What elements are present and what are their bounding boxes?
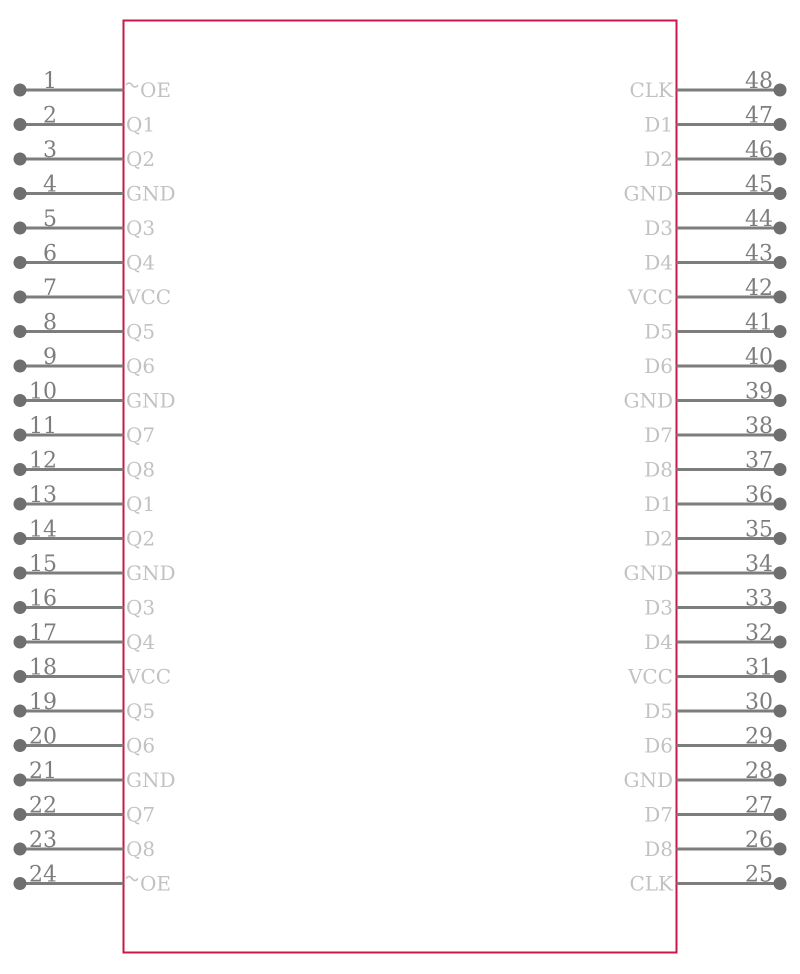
pin-24[interactable] — [14, 863, 172, 896]
pin-4[interactable] — [14, 173, 176, 206]
pin-terminal[interactable] — [774, 808, 787, 821]
pin-name: D7 — [644, 423, 673, 447]
pin-name: Q6 — [126, 733, 156, 758]
pin-name: CLK — [629, 871, 673, 896]
pin-name: Q4 — [126, 630, 156, 654]
pin-terminal[interactable] — [14, 325, 27, 338]
pin-number: 32 — [745, 621, 773, 646]
pin-number: 8 — [43, 310, 57, 336]
pin-terminal[interactable] — [14, 153, 27, 166]
pin-name: GND — [623, 561, 673, 585]
pin-27[interactable] — [644, 794, 786, 827]
pin-number: 6 — [43, 241, 57, 267]
pin-number: 17 — [29, 621, 57, 646]
pin-name: OE — [140, 78, 171, 102]
pin-37[interactable] — [644, 449, 786, 482]
pin-number: 2 — [43, 103, 57, 129]
pin-13[interactable] — [14, 483, 156, 516]
pin-name: VCC — [126, 664, 172, 689]
pin-terminal[interactable] — [774, 429, 787, 442]
pin-terminal[interactable] — [774, 291, 787, 304]
pin-terminal[interactable] — [774, 601, 787, 614]
pin-name: VCC — [126, 285, 172, 309]
pin-terminal[interactable] — [774, 222, 787, 235]
pin-35[interactable] — [644, 518, 786, 551]
pin-terminal[interactable] — [774, 325, 787, 338]
pin-terminal[interactable] — [774, 118, 787, 131]
pin-name: GND — [126, 768, 176, 792]
pin-number: 41 — [745, 310, 773, 336]
pin-number: 28 — [745, 759, 773, 784]
pin-number: 22 — [29, 793, 57, 819]
pin-terminal[interactable] — [774, 360, 787, 373]
pin-26[interactable] — [644, 828, 786, 861]
pin-name: D5 — [644, 699, 673, 723]
pin-name: D1 — [644, 492, 673, 516]
pin-number: 24 — [29, 862, 57, 888]
pin-number: 3 — [43, 138, 57, 163]
pin-name: D1 — [644, 112, 673, 137]
pin-10[interactable] — [14, 380, 176, 413]
pin-name: GND — [623, 768, 673, 792]
pin-terminal[interactable] — [14, 256, 27, 269]
pin-name: Q3 — [126, 595, 156, 620]
pin-terminal[interactable] — [14, 532, 27, 545]
pin-1[interactable] — [14, 69, 172, 102]
pin-terminal[interactable] — [14, 877, 27, 890]
pin-43[interactable] — [644, 242, 786, 275]
pin-47[interactable] — [644, 104, 786, 137]
pin-terminal[interactable] — [774, 705, 787, 718]
pin-name: CLK — [629, 78, 673, 102]
pin-number: 44 — [745, 207, 773, 232]
pin-terminal[interactable] — [14, 463, 27, 476]
pin-42[interactable] — [627, 276, 787, 309]
pin-terminal[interactable] — [14, 498, 27, 511]
pin-number: 26 — [745, 828, 773, 853]
pin-name: D3 — [644, 595, 673, 620]
pin-45[interactable] — [623, 173, 786, 206]
pin-terminal[interactable] — [774, 153, 787, 166]
pin-terminal[interactable] — [14, 222, 27, 235]
pin-terminal[interactable] — [774, 498, 787, 511]
pin-number: 43 — [745, 241, 773, 267]
pin-name: OE — [140, 871, 171, 896]
pin-terminal[interactable] — [14, 705, 27, 718]
pin-number: 5 — [43, 207, 57, 232]
pin-number: 42 — [745, 276, 773, 301]
pin-name: D6 — [644, 733, 673, 758]
pin-41[interactable] — [644, 311, 786, 344]
pin-number: 37 — [745, 448, 773, 474]
pin-terminal[interactable] — [14, 84, 27, 97]
pin-21[interactable] — [14, 759, 176, 792]
pin-number: 12 — [29, 448, 57, 474]
pin-number: 21 — [29, 759, 57, 784]
pin-number: 18 — [29, 655, 57, 681]
pin-7[interactable] — [14, 276, 172, 309]
pin-name: Q4 — [126, 250, 156, 275]
pin-number: 23 — [29, 828, 57, 853]
pin-name: Q1 — [126, 112, 156, 137]
pin-46[interactable] — [644, 138, 786, 171]
right-pin-group — [623, 69, 786, 896]
pin-number: 27 — [745, 793, 773, 819]
pin-3[interactable] — [14, 138, 156, 171]
pin-terminal[interactable] — [14, 394, 27, 407]
pin-name: D8 — [644, 457, 673, 482]
pin-terminal[interactable] — [14, 636, 27, 649]
pin-terminal[interactable] — [774, 670, 787, 683]
pin-terminal[interactable] — [14, 843, 27, 856]
pin-number: 29 — [745, 724, 773, 750]
pin-name: Q5 — [126, 699, 156, 723]
pin-number: 34 — [745, 552, 773, 577]
pin-terminal[interactable] — [774, 256, 787, 269]
pin-number: 47 — [745, 103, 773, 129]
pin-name: GND — [623, 181, 673, 206]
pin-name: GND — [623, 388, 673, 413]
pin-terminal[interactable] — [14, 360, 27, 373]
pin-terminal[interactable] — [14, 601, 27, 614]
pin-16[interactable] — [14, 587, 156, 620]
pin-name: D8 — [644, 837, 673, 861]
pin-terminal[interactable] — [774, 636, 787, 649]
pin-number: 35 — [745, 517, 773, 543]
pin-number: 36 — [745, 483, 773, 508]
pin-33[interactable] — [644, 587, 786, 620]
pin-number: 10 — [29, 379, 57, 405]
pin-terminal[interactable] — [774, 463, 787, 476]
active-low-mark — [126, 877, 138, 881]
pin-name: Q3 — [126, 216, 156, 240]
pin-terminal[interactable] — [14, 118, 27, 131]
pin-2[interactable] — [14, 104, 156, 137]
pin-number: 45 — [745, 172, 773, 198]
pin-terminal[interactable] — [14, 567, 27, 580]
pin-number: 19 — [29, 690, 57, 715]
pin-44[interactable] — [644, 207, 786, 240]
pin-15[interactable] — [14, 552, 176, 585]
pin-terminal[interactable] — [14, 808, 27, 821]
pin-terminal[interactable] — [14, 670, 27, 683]
pin-number: 38 — [745, 414, 773, 439]
pin-terminal[interactable] — [14, 774, 27, 787]
ic-body[interactable] — [124, 21, 677, 953]
pin-9[interactable] — [14, 345, 156, 378]
pin-name: D5 — [644, 319, 673, 344]
pin-number: 1 — [43, 69, 57, 94]
pin-name: D4 — [644, 630, 673, 654]
pin-number: 33 — [745, 586, 773, 612]
pin-terminal[interactable] — [774, 187, 787, 200]
pin-31[interactable] — [627, 656, 787, 689]
pin-29[interactable] — [644, 725, 786, 758]
pin-name: Q7 — [126, 802, 156, 827]
pin-terminal[interactable] — [774, 532, 787, 545]
pin-number: 20 — [29, 724, 57, 750]
pin-17[interactable] — [14, 621, 156, 654]
pin-number: 39 — [745, 379, 773, 405]
pin-5[interactable] — [14, 207, 156, 240]
pin-name: Q7 — [126, 423, 156, 447]
pin-8[interactable] — [14, 311, 156, 344]
pin-name: Q1 — [126, 492, 156, 516]
pin-number: 48 — [745, 69, 773, 94]
pin-terminal[interactable] — [14, 739, 27, 752]
pin-12[interactable] — [14, 449, 156, 482]
pin-name: GND — [126, 388, 176, 413]
pin-39[interactable] — [623, 380, 786, 413]
pin-48[interactable] — [629, 69, 786, 102]
pin-32[interactable] — [644, 621, 786, 654]
pin-38[interactable] — [644, 414, 786, 447]
left-pin-group — [14, 69, 176, 896]
pin-number: 16 — [29, 586, 57, 612]
pin-14[interactable] — [14, 518, 156, 551]
pin-22[interactable] — [14, 794, 156, 827]
pin-number: 46 — [745, 138, 773, 163]
pin-number: 31 — [745, 655, 773, 681]
pin-34[interactable] — [623, 552, 786, 585]
pin-6[interactable] — [14, 242, 156, 275]
active-low-mark — [126, 83, 138, 87]
pin-name: D2 — [644, 147, 673, 171]
pin-number: 15 — [29, 552, 57, 577]
pin-terminal[interactable] — [774, 394, 787, 407]
pin-name: Q8 — [126, 457, 156, 482]
pin-name: Q2 — [126, 526, 156, 551]
pin-36[interactable] — [644, 483, 786, 516]
pin-number: 30 — [745, 690, 773, 715]
pin-terminal[interactable] — [774, 567, 787, 580]
pin-terminal[interactable] — [14, 187, 27, 200]
pin-terminal[interactable] — [774, 739, 787, 752]
pin-terminal[interactable] — [774, 84, 787, 97]
pin-number: 4 — [43, 172, 57, 198]
pin-23[interactable] — [14, 828, 156, 861]
pin-number: 9 — [43, 345, 57, 370]
pin-name: GND — [126, 561, 176, 585]
pin-name: D4 — [644, 250, 673, 275]
pin-18[interactable] — [14, 656, 172, 689]
pin-28[interactable] — [623, 759, 786, 792]
pin-number: 7 — [43, 276, 57, 301]
pin-name: VCC — [627, 664, 673, 689]
pin-terminal[interactable] — [14, 291, 27, 304]
pin-number: 13 — [29, 483, 57, 508]
pin-name: Q6 — [126, 354, 156, 378]
pin-40[interactable] — [644, 345, 786, 378]
pin-name: D3 — [644, 216, 673, 240]
pin-name: D6 — [644, 354, 673, 378]
pin-number: 14 — [29, 517, 57, 543]
pin-terminal[interactable] — [774, 843, 787, 856]
pin-11[interactable] — [14, 414, 156, 447]
pin-terminal[interactable] — [774, 774, 787, 787]
pin-20[interactable] — [14, 725, 156, 758]
pin-19[interactable] — [14, 690, 156, 723]
pin-name: D7 — [644, 802, 673, 827]
pin-25[interactable] — [629, 863, 786, 896]
pin-number: 25 — [745, 862, 773, 888]
pin-terminal[interactable] — [774, 877, 787, 890]
pin-name: Q2 — [126, 147, 156, 171]
pin-number: 11 — [29, 414, 57, 439]
pin-name: D2 — [644, 526, 673, 551]
pin-name: VCC — [627, 285, 673, 309]
pin-name: Q8 — [126, 837, 156, 861]
pin-30[interactable] — [644, 690, 786, 723]
pin-number: 40 — [745, 345, 773, 370]
pin-name: GND — [126, 181, 176, 206]
pin-name: Q5 — [126, 319, 156, 344]
pin-terminal[interactable] — [14, 429, 27, 442]
